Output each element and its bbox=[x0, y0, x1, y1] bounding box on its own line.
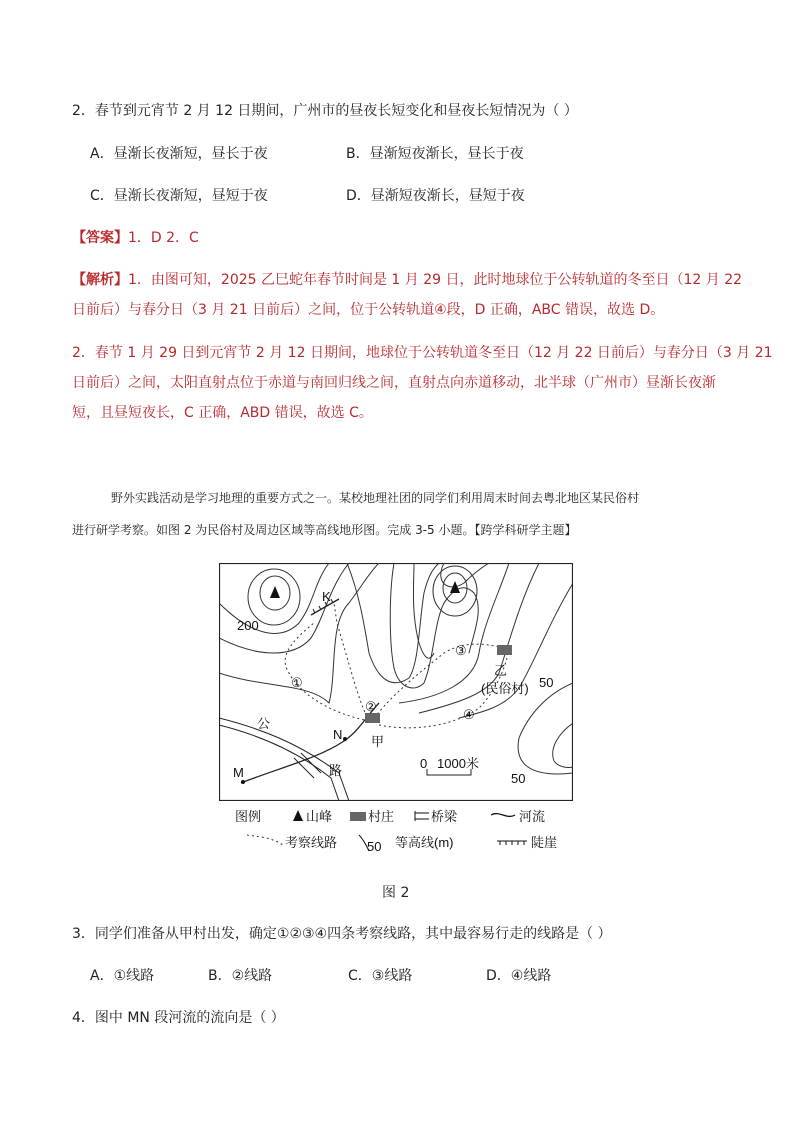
label-M: M bbox=[233, 765, 244, 780]
q3-option-d: D．④线路 bbox=[486, 968, 552, 984]
legend-peak-icon bbox=[293, 810, 303, 821]
village-jia bbox=[365, 713, 380, 723]
q2-option-a: A．昼渐长夜渐短，昼长于夜 bbox=[90, 146, 268, 162]
analysis-2-line-2: 日前后）之间，太阳直射点位于赤道与南回归线之间，直射点向赤道移动，北半球（广州市）昼渐长夜渐 bbox=[72, 375, 716, 391]
village-yi bbox=[497, 645, 512, 655]
label-route-3: ③ bbox=[455, 643, 467, 658]
label-scale-0: 0 bbox=[420, 756, 428, 771]
intro-line-1: 野外实践活动是学习地理的重要方式之一。某校地理社团的同学们利用周末时间去粤北地区某民俗村 bbox=[111, 491, 640, 505]
legend-contour-num: 50 bbox=[367, 839, 382, 854]
label-gong: 公 bbox=[257, 716, 271, 731]
figure-caption: 图 2 bbox=[382, 885, 410, 901]
point-N bbox=[343, 737, 347, 741]
legend-route: 考察线路 bbox=[285, 835, 338, 850]
legend-cliff: 陡崖 bbox=[531, 835, 558, 850]
q2-option-b: B．昼渐短夜渐长，昼长于夜 bbox=[346, 146, 524, 162]
point-M bbox=[241, 780, 245, 784]
legend-route-icon bbox=[247, 835, 283, 845]
analysis-tag: 【解析】 bbox=[72, 272, 128, 288]
analysis-2-line-3: 短，且昼短夜长，C 正确，ABD 错误，故选 C。 bbox=[72, 405, 373, 421]
answer-line bbox=[72, 228, 199, 248]
legend-cliff-icon bbox=[497, 841, 527, 845]
question-4-stem: 4．图中 MN 段河流的流向是（ ） bbox=[72, 1010, 285, 1026]
label-scale: 1000米 bbox=[437, 756, 479, 771]
legend-peak: 山峰 bbox=[306, 809, 333, 824]
question-2-stem: 2．春节到元宵节 2 月 12 日期间，广州市的昼夜长短变化和昼夜长短情况为（ ） bbox=[72, 103, 578, 119]
analysis-2-line-1: 2．春节 1 月 29 日到元宵节 2 月 12 日期间，地球位于公转轨道冬至日（12 月 22 日前后）与春分日（3 月 21 bbox=[72, 345, 773, 361]
legend-contour: 等高线(m) bbox=[395, 835, 454, 850]
label-N: N bbox=[333, 727, 343, 742]
legend-bridge-icon bbox=[415, 811, 429, 821]
label-yi: 乙 bbox=[494, 663, 508, 678]
label-K: K bbox=[322, 589, 331, 604]
label-contour-50b: 50 bbox=[511, 771, 526, 786]
label-route-1: ① bbox=[291, 675, 303, 690]
map-legend bbox=[219, 805, 579, 855]
analysis-1-line-1 bbox=[72, 270, 742, 290]
q3-option-c: C．③线路 bbox=[348, 968, 413, 984]
legend-bridge: 桥梁 bbox=[431, 809, 458, 824]
legend-title: 图例 bbox=[235, 809, 262, 824]
q3-option-a: A．①线路 bbox=[90, 968, 155, 984]
q2-option-d: D．昼渐短夜渐长，昼短于夜 bbox=[346, 188, 525, 204]
question-3-stem: 3．同学们准备从甲村出发，确定①②③④四条考察线路，其中最容易行走的线路是（ ） bbox=[72, 926, 612, 942]
legend-village-icon bbox=[350, 812, 366, 821]
label-contour-50a: 50 bbox=[539, 675, 554, 690]
legend-river-icon bbox=[491, 814, 515, 817]
label-minsu: (民俗村) bbox=[481, 681, 529, 696]
analysis-1-text: 1．由图可知，2025 乙巳蛇年春节时间是 1 月 29 日，此时地球位于公转轨道的冬至日（12 月 22 bbox=[128, 272, 743, 288]
legend-river: 河流 bbox=[519, 809, 546, 824]
intro-line-2: 进行研学考察。如图 2 为民俗村及周边区域等高线地形图。完成 3-5 小题。【跨学科研学主题】 bbox=[72, 523, 577, 537]
label-jia: 甲 bbox=[371, 734, 385, 749]
answer-text: 1．D 2．C bbox=[128, 230, 199, 246]
answer-tag: 【答案】 bbox=[72, 230, 128, 246]
legend-village: 村庄 bbox=[368, 809, 395, 824]
q3-option-b: B．②线路 bbox=[208, 968, 273, 984]
label-contour-200: 200 bbox=[237, 618, 259, 633]
contour-map bbox=[219, 563, 573, 801]
label-lu: 路 bbox=[329, 763, 343, 778]
analysis-1-line-2: 日前后）与春分日（3 月 21 日前后）之间，位于公转轨道④段，D 正确，ABC 错误，故选 D。 bbox=[72, 302, 665, 318]
label-route-2: ② bbox=[365, 699, 377, 714]
label-route-4: ④ bbox=[463, 707, 475, 722]
q2-option-c: C．昼渐长夜渐短，昼短于夜 bbox=[90, 188, 268, 204]
